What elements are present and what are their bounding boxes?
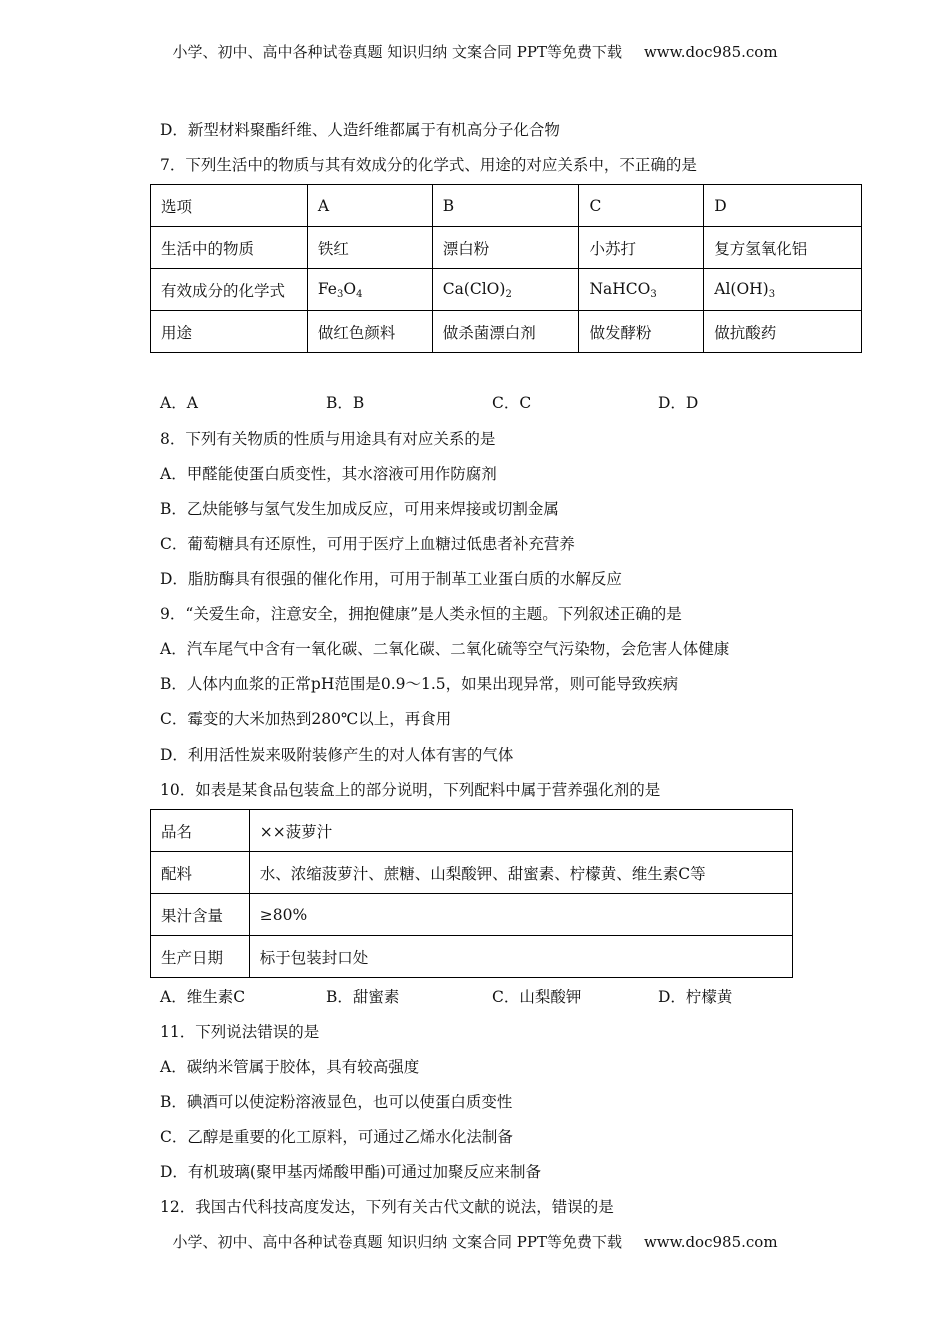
q9-option-d: D．利用活性炭来吸附装修产生的对人体有害的气体 xyxy=(160,746,514,764)
table-cell: ≥80% xyxy=(249,894,792,936)
option-d: D．柠檬黄 xyxy=(658,988,733,1006)
q11-stem: 11．下列说法错误的是 xyxy=(160,1023,320,1041)
table-cell: 配料 xyxy=(151,852,250,894)
q9-option-c: C．霉变的大米加热到280℃以上，再食用 xyxy=(160,710,452,728)
q7-table-row xyxy=(151,311,862,353)
table-cell: 标于包装封口处 xyxy=(249,936,792,978)
footer-text: 小学、初中、高中各种试卷真题 知识归纳 文案合同 PPT等免费下载 xyxy=(172,1233,622,1251)
option-a: A．维生素C xyxy=(160,988,246,1006)
q7-table-row xyxy=(151,227,862,269)
option-d: D．D xyxy=(658,394,699,412)
option-b: B．甜蜜素 xyxy=(326,988,400,1006)
table-cell: D xyxy=(704,185,862,227)
table-cell: 有效成分的化学式 xyxy=(151,269,308,311)
formula-aloh3: $Al(OH)_3$ xyxy=(714,279,776,300)
option-a: A．A xyxy=(160,394,198,412)
q8-option-a: A．甲醛能使蛋白质变性，其水溶液可用作防腐剂 xyxy=(160,465,497,483)
q11-option-c: C．乙醇是重要的化工原料，可通过乙烯水化法制备 xyxy=(160,1128,513,1146)
table-cell: 复方氢氧化铝 xyxy=(704,227,862,269)
table-cell xyxy=(579,269,704,311)
table-cell xyxy=(432,269,579,311)
option-c: C．C xyxy=(492,394,532,412)
q8-option-d: D．脂肪酶具有很强的催化作用，可用于制革工业蛋白质的水解反应 xyxy=(160,570,622,588)
q7-stem: 7．下列生活中的物质与其有效成分的化学式、用途的对应关系中，不正确的是 xyxy=(160,156,697,174)
header-text: 小学、初中、高中各种试卷真题 知识归纳 文案合同 PPT等免费下载 xyxy=(172,43,622,61)
q8-option-b: B．乙炔能够与氢气发生加成反应，可用来焊接或切割金属 xyxy=(160,500,559,518)
option-c: C．山梨酸钾 xyxy=(492,988,582,1006)
q10-table-row xyxy=(151,894,793,936)
q10-table xyxy=(150,809,793,978)
q6-option-d: D．新型材料聚酯纤维、人造纤维都属于有机高分子化合物 xyxy=(160,121,560,139)
q7-options xyxy=(160,391,824,413)
table-cell: 品名 xyxy=(151,810,250,852)
q11-option-d: D．有机玻璃(聚甲基丙烯酸甲酯)可通过加聚反应来制备 xyxy=(160,1163,542,1181)
table-cell: 水、浓缩菠萝汁、蔗糖、山梨酸钾、甜蜜素、柠檬黄、维生素C等 xyxy=(249,852,792,894)
table-cell: 做发酵粉 xyxy=(579,311,704,353)
page-header xyxy=(0,41,950,62)
table-cell: 果汁含量 xyxy=(151,894,250,936)
q12-stem: 12．我国古代科技高度发达，下列有关古代文献的说法，错误的是 xyxy=(160,1198,614,1216)
q10-table-row xyxy=(151,936,793,978)
header-url: www.doc985.com xyxy=(643,43,778,61)
q11-option-b: B．碘酒可以使淀粉溶液显色，也可以使蛋白质变性 xyxy=(160,1093,513,1111)
table-cell: 用途 xyxy=(151,311,308,353)
table-cell: B xyxy=(432,185,579,227)
footer-url: www.doc985.com xyxy=(643,1233,778,1251)
q11-option-a: A．碳纳米管属于胶体，具有较高强度 xyxy=(160,1058,420,1076)
table-cell: 小苏打 xyxy=(579,227,704,269)
q9-stem: 9．“关爱生命，注意安全，拥抱健康”是人类永恒的主题。下列叙述正确的是 xyxy=(160,605,682,623)
table-cell: 生活中的物质 xyxy=(151,227,308,269)
table-cell: ××菠萝汁 xyxy=(249,810,792,852)
page-footer xyxy=(0,1231,950,1252)
table-cell: 漂白粉 xyxy=(432,227,579,269)
table-cell: 选项 xyxy=(151,185,308,227)
q10-stem: 10．如表是某食品包装盒上的部分说明，下列配料中属于营养强化剂的是 xyxy=(160,781,661,799)
table-cell: 做红色颜料 xyxy=(307,311,432,353)
formula-nahco3: NaHCO$_3$ xyxy=(589,279,657,300)
formula-caclo2: $Ca(ClO)_2$ xyxy=(442,279,512,300)
table-cell: 做抗酸药 xyxy=(704,311,862,353)
q7-table-row xyxy=(151,185,862,227)
option-b: B．B xyxy=(326,394,365,412)
q10-table-row xyxy=(151,852,793,894)
q8-option-c: C．葡萄糖具有还原性，可用于医疗上血糖过低患者补充营养 xyxy=(160,535,575,553)
table-cell: 铁红 xyxy=(307,227,432,269)
table-cell xyxy=(307,269,432,311)
table-cell: 生产日期 xyxy=(151,936,250,978)
table-cell: C xyxy=(579,185,704,227)
q7-table-row xyxy=(151,269,862,311)
q9-option-a: A．汽车尾气中含有一氧化碳、二氧化碳、二氧化硫等空气污染物，会危害人体健康 xyxy=(160,640,730,658)
table-cell: 做杀菌漂白剂 xyxy=(432,311,579,353)
formula-fe3o4: $Fe_3O_4$ xyxy=(317,279,363,300)
q10-options xyxy=(160,985,824,1007)
q8-stem: 8．下列有关物质的性质与用途具有对应关系的是 xyxy=(160,430,496,448)
q9-option-b: B．人体内血浆的正常pH范围是0.9～1.5，如果出现异常，则可能导致疾病 xyxy=(160,675,679,693)
table-cell: A xyxy=(307,185,432,227)
q10-table-row xyxy=(151,810,793,852)
table-cell xyxy=(704,269,862,311)
q7-table xyxy=(150,184,862,353)
